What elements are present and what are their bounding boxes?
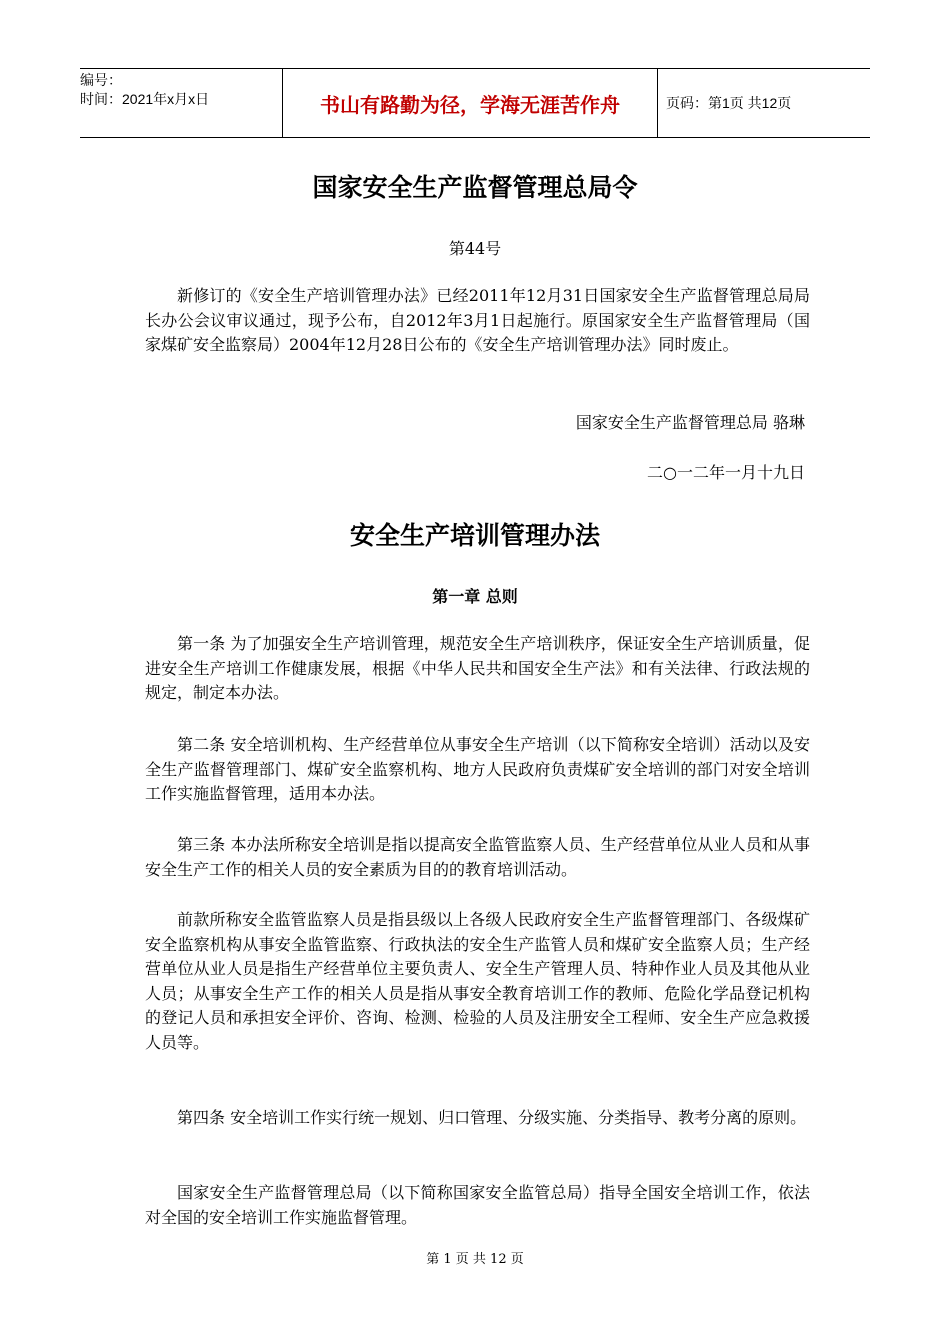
decree-signature: 国家安全生产监督管理总局 骆琳 (575, 413, 805, 432)
article-paragraph: 第一条 为了加强安全生产培训管理，规范安全生产培训秩序，保证安全生产培训质量，促进安全生产培训工作健康发展，根据《中华人民共和国安全生产法》和有关法律、行政法规的规定，制定本办法。 (145, 634, 810, 702)
decree-number: 第44号 (448, 239, 502, 258)
decree-date: 二○一二年一月十九日 (647, 463, 805, 482)
page-header (80, 68, 870, 138)
document-time: 时间：2021年x月x日 (80, 91, 210, 107)
regulation-title: 安全生产培训管理办法 (349, 521, 600, 550)
header-motto: 书山有路勤为径，学海无涯苦作舟 (282, 69, 658, 137)
header-meta (80, 69, 282, 137)
decree-body: 新修订的《安全生产培训管理办法》已经2011年12月31日国家安全生产监督管理总局局长办公会议审议通过，现予公布，自2012年3月1日起施行。原国家安全生产监督管理局（国家煤矿安全监察局）2004年12月28日公布的《安全生产培训管理办法》同时废止。 (145, 286, 810, 354)
article-paragraph: 第四条 安全培训工作实行统一规划、归口管理、分级实施、分类指导、教考分离的原则。 (177, 1108, 807, 1127)
chapter-heading: 第一章 总则 (432, 587, 518, 606)
article-paragraph: 第三条 本办法所称安全培训是指以提高安全监管监察人员、生产经营单位从业人员和从事安全生产工作的相关人员的安全素质为目的的教育培训活动。 (145, 835, 810, 879)
document-number-label: 编号： (80, 72, 122, 88)
article-paragraph: 国家安全生产监督管理总局（以下简称国家安全监管总局）指导全国安全培训工作，依法对全国的安全培训工作实施监督管理。 (145, 1183, 810, 1227)
header-page-info: 页码：第1页 共12页 (666, 95, 792, 111)
article-paragraph: 前款所称安全监管监察人员是指县级以上各级人民政府安全生产监督管理部门、各级煤矿安全监察机构从事安全监管监察、行政执法的安全生产监管人员和煤矿安全监察人员；生产经营单位从业人员是指生产经营单位主要负责人、安全生产管理人员、特种作业人员及其他从业人员；从事安全生产工作的相关人员是指从事安全教育培训工作的教师、危险化学品登记机构的登记人员和承担安全评价、咨询、检测、检验的人员及注册安全工程师、安全生产应急救援人员等。 (145, 910, 810, 1052)
decree-title: 国家安全生产监督管理总局令 (312, 173, 638, 202)
page-footer: 第 1 页 共 12 页 (426, 1252, 524, 1267)
article-paragraph: 第二条 安全培训机构、生产经营单位从事安全生产培训（以下简称安全培训）活动以及安全生产监督管理部门、煤矿安全监察机构、地方人民政府负责煤矿安全培训的部门对安全培训工作实施监督管理，适用本办法。 (145, 735, 810, 803)
